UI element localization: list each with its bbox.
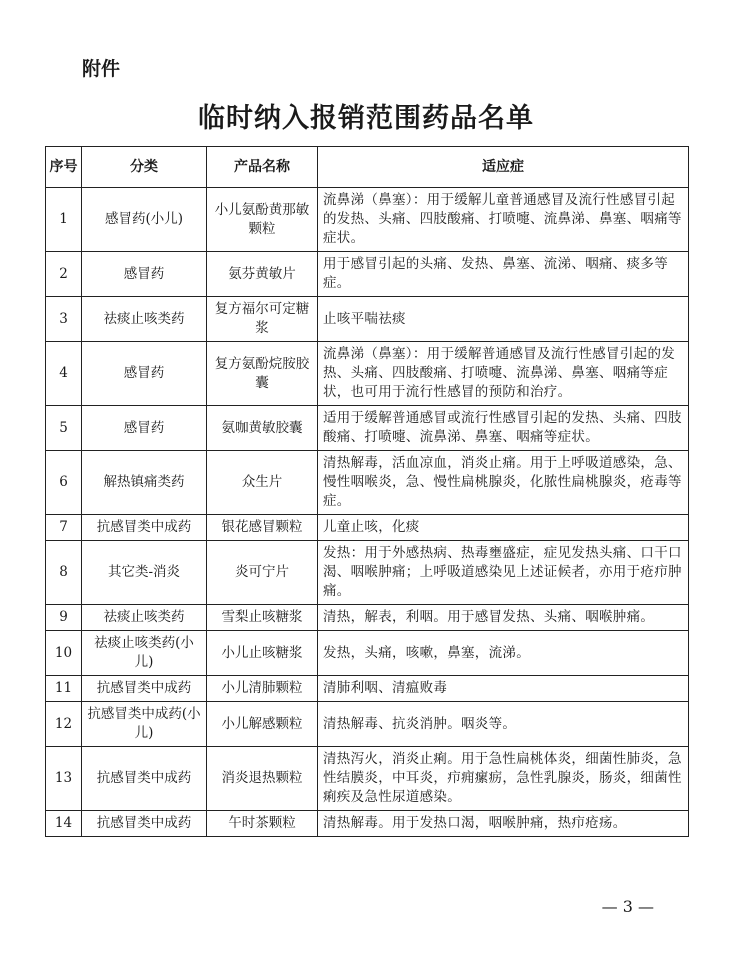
- column-header-indication: 适应症: [318, 147, 689, 188]
- table-row: [46, 188, 689, 252]
- row-number: 1: [46, 188, 82, 252]
- table-row: [46, 406, 689, 451]
- row-indication: 流鼻涕（鼻塞）：用于缓解儿童普通感冒及流行性感冒引起的发热、头痛、四肢酸痛、打喷嚏、流鼻涕、鼻塞、咽痛等症状。: [318, 188, 689, 252]
- row-number: 2: [46, 252, 82, 297]
- row-number: 5: [46, 406, 82, 451]
- table-row: [46, 702, 689, 747]
- page-title: 临时纳入报销范围药品名单: [198, 103, 534, 134]
- row-indication: 用于感冒引起的头痛、发热、鼻塞、流涕、咽痛、痰多等症。: [318, 252, 689, 297]
- row-product-name: 雪梨止咳糖浆: [207, 605, 318, 631]
- row-category: 感冒药: [82, 342, 207, 406]
- row-number: 4: [46, 342, 82, 406]
- row-category: 其它类-消炎: [82, 541, 207, 605]
- table-row: [46, 451, 689, 515]
- row-category: 感冒药: [82, 406, 207, 451]
- row-indication: 儿童止咳，化痰: [318, 515, 689, 541]
- row-category: 抗感冒类中成药: [82, 747, 207, 811]
- row-number: 13: [46, 747, 82, 811]
- table-row: [46, 297, 689, 342]
- medicine-table: [45, 146, 689, 837]
- row-number: 3: [46, 297, 82, 342]
- row-product-name: 消炎退热颗粒: [207, 747, 318, 811]
- table-header-row: [46, 147, 689, 188]
- row-category: 祛痰止咳类药(小儿): [82, 631, 207, 676]
- column-header-number: 序号: [46, 147, 82, 188]
- table-row: [46, 515, 689, 541]
- row-product-name: 小儿解感颗粒: [207, 702, 318, 747]
- row-category: 解热镇痛类药: [82, 451, 207, 515]
- row-product-name: 小儿清肺颗粒: [207, 676, 318, 702]
- row-category: 抗感冒类中成药: [82, 515, 207, 541]
- row-product-name: 氨芬黄敏片: [207, 252, 318, 297]
- row-indication: 发热：用于外感热病、热毒壅盛症，症见发热头痛、口干口渴、咽喉肿痛；上呼吸道感染见上述证候者，亦用于疮疖肿痛。: [318, 541, 689, 605]
- table-row: [46, 631, 689, 676]
- table-row: [46, 342, 689, 406]
- row-number: 9: [46, 605, 82, 631]
- table-row: [46, 541, 689, 605]
- row-indication: 清热，解表，利咽。用于感冒发热、头痛、咽喉肿痛。: [318, 605, 689, 631]
- row-category: 感冒药(小儿): [82, 188, 207, 252]
- table-row: [46, 605, 689, 631]
- row-number: 11: [46, 676, 82, 702]
- row-product-name: 炎可宁片: [207, 541, 318, 605]
- column-header-product: 产品名称: [207, 147, 318, 188]
- page-number: — 3 —: [601, 897, 654, 916]
- row-category: 抗感冒类中成药: [82, 676, 207, 702]
- table-row: [46, 676, 689, 702]
- row-indication: 清热解毒。用于发热口渴，咽喉肿痛，热疖疮疡。: [318, 811, 689, 837]
- row-category: 抗感冒类中成药: [82, 811, 207, 837]
- row-indication: 清热解毒、抗炎消肿。咽炎等。: [318, 702, 689, 747]
- row-product-name: 众生片: [207, 451, 318, 515]
- row-product-name: 银花感冒颗粒: [207, 515, 318, 541]
- column-header-category: 分类: [82, 147, 207, 188]
- row-indication: 清肺利咽、清瘟败毒: [318, 676, 689, 702]
- row-indication: 适用于缓解普通感冒或流行性感冒引起的发热、头痛、四肢酸痛、打喷嚏、流鼻涕、鼻塞、咽痛等症状。: [318, 406, 689, 451]
- row-number: 6: [46, 451, 82, 515]
- row-number: 7: [46, 515, 82, 541]
- attachment-label: 附件: [82, 58, 121, 80]
- row-product-name: 午时茶颗粒: [207, 811, 318, 837]
- row-product-name: 小儿止咳糖浆: [207, 631, 318, 676]
- row-number: 12: [46, 702, 82, 747]
- row-indication: 清热解毒，活血凉血，消炎止痛。用于上呼吸道感染，急、慢性咽喉炎，急、慢性扁桃腺炎，化脓性扁桃腺炎，疮毒等症。: [318, 451, 689, 515]
- row-indication: 止咳平喘祛痰: [318, 297, 689, 342]
- row-number: 14: [46, 811, 82, 837]
- row-number: 10: [46, 631, 82, 676]
- row-indication: 清热泻火，消炎止痢。用于急性扁桃体炎，细菌性肺炎，急性结膜炎，中耳炎，疖痈瘰疬，急性乳腺炎，肠炎，细菌性痢疾及急性尿道感染。: [318, 747, 689, 811]
- table-row: [46, 811, 689, 837]
- table-row: [46, 747, 689, 811]
- row-product-name: 复方氨酚烷胺胶囊: [207, 342, 318, 406]
- table-row: [46, 252, 689, 297]
- row-indication: 流鼻涕（鼻塞）：用于缓解普通感冒及流行性感冒引起的发热、头痛、四肢酸痛、打喷嚏、流鼻涕、鼻塞、咽痛等症状，也可用于流行性感冒的预防和治疗。: [318, 342, 689, 406]
- row-product-name: 小儿氨酚黄那敏颗粒: [207, 188, 318, 252]
- row-category: 抗感冒类中成药(小儿): [82, 702, 207, 747]
- row-category: 感冒药: [82, 252, 207, 297]
- row-product-name: 复方福尔可定糖浆: [207, 297, 318, 342]
- row-indication: 发热，头痛，咳嗽，鼻塞，流涕。: [318, 631, 689, 676]
- row-category: 祛痰止咳类药: [82, 297, 207, 342]
- row-category: 祛痰止咳类药: [82, 605, 207, 631]
- row-product-name: 氨咖黄敏胶囊: [207, 406, 318, 451]
- row-number: 8: [46, 541, 82, 605]
